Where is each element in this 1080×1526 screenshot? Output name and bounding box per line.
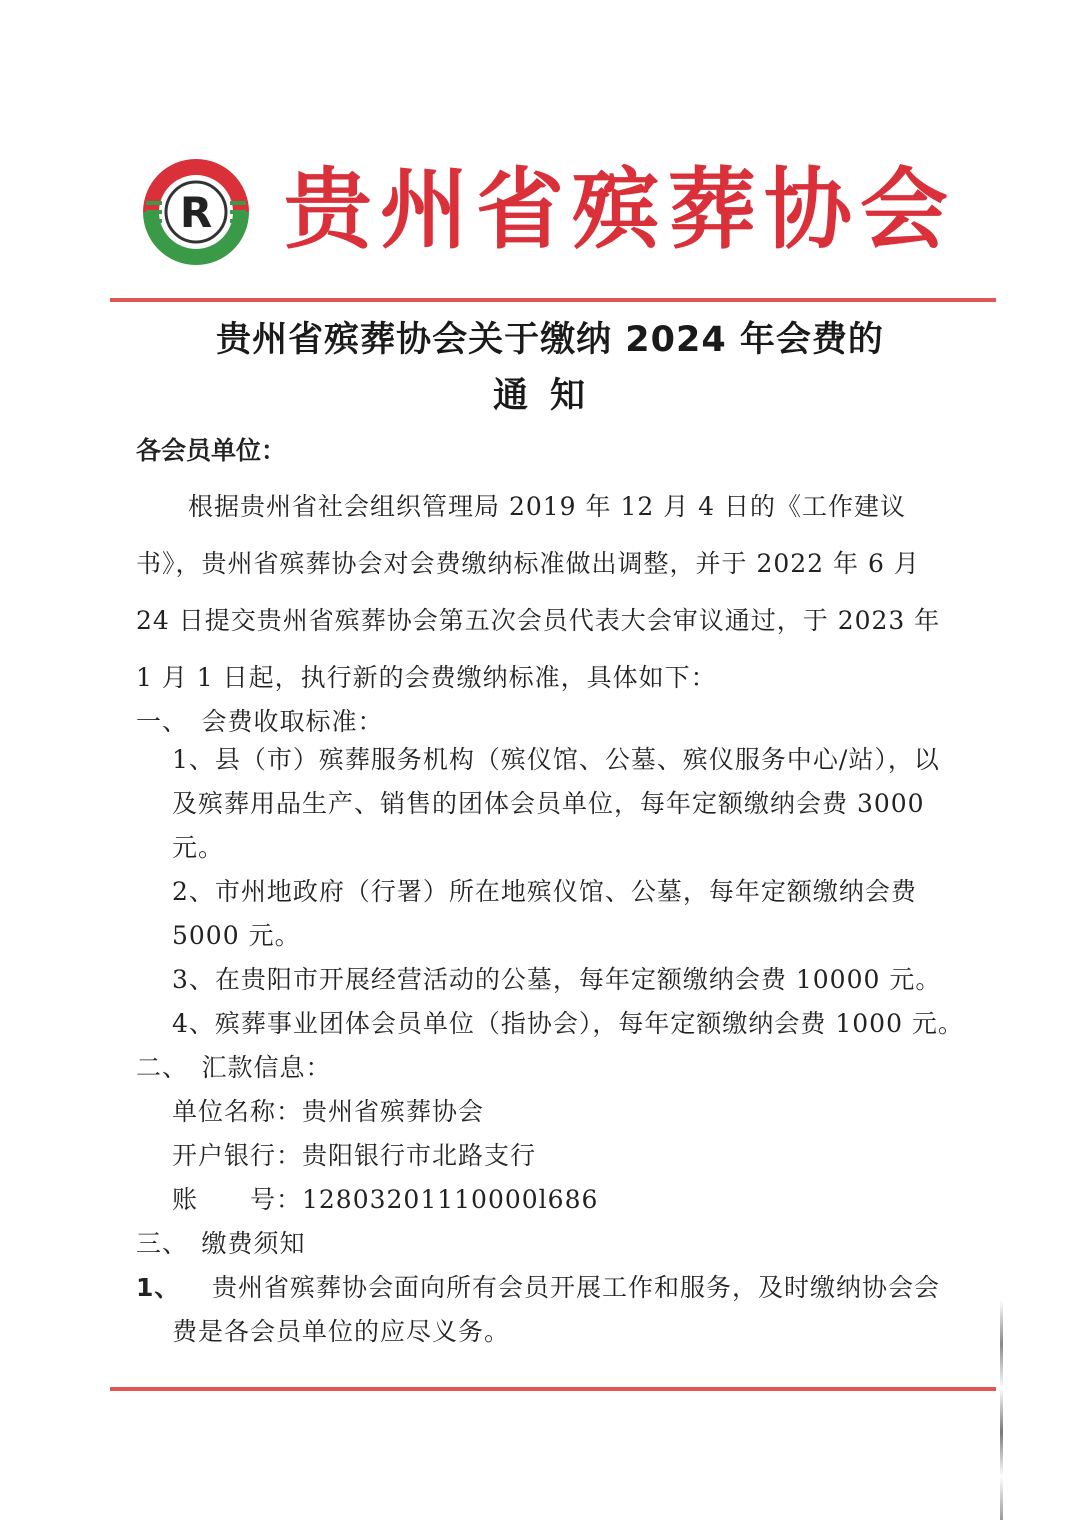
organization-name: 贵州省殡葬协会 — [284, 158, 957, 261]
notice-item-number: 1、 — [136, 1273, 181, 1302]
association-logo — [137, 153, 255, 271]
footer-divider — [110, 1387, 996, 1391]
unit-name: 单位名称：贵州省殡葬协会 — [172, 1097, 485, 1126]
fee-item-1: 1、县（市）殡葬服务机构（殡仪馆、公墓、殡仪服务中心/站），以及殡葬用品生产、销售的团体会员单位，每年定额缴纳会费 3000 元。 — [172, 745, 940, 862]
header-divider — [110, 298, 996, 302]
intro-text: 根据贵州省社会组织管理局 2019 年 12 月 4 日的《工作建议书》，贵州省殡葬协会对会费缴纳标准做出调整，并于 2022 年 6 月 24 日提交贵州省殡葬协会第五次会员代表大会审议通过，于 2023 年 1 月 1 日起，执行新的会费缴纳标准，具体如下： — [136, 492, 941, 692]
section-one-heading: 一、 会费收取标准： — [136, 707, 384, 736]
salutation: 各会员单位： — [136, 436, 287, 465]
section-three-heading: 三、 缴费须知 — [136, 1229, 306, 1258]
section-two-heading: 二、 汇款信息： — [136, 1053, 332, 1082]
notice-item-1: 贵州省殡葬协会面向所有会员开展工作和服务，及时缴纳协会会费是各会员单位的应尽义务。 — [172, 1273, 941, 1346]
fee-item-3: 3、在贵阳市开展经营活动的公墓，每年定额缴纳会费 10000 元。 — [172, 965, 942, 994]
bank-name: 开户银行：贵阳银行市北路支行 — [172, 1141, 537, 1170]
logo-glyph: R — [179, 188, 213, 237]
fee-item-4: 4、殡葬事业团体会员单位（指协会），每年定额缴纳会费 1000 元。 — [172, 1009, 964, 1038]
fee-item-2: 2、市州地政府（行署）所在地殡仪馆、公墓，每年定额缴纳会费 5000 元。 — [172, 877, 917, 950]
document-title-notice: 通知 — [492, 376, 607, 416]
account-number: 账 号：12803201110000l686 — [172, 1185, 599, 1214]
document-title: 贵州省殡葬协会关于缴纳 2024 年会费的 — [216, 320, 884, 360]
intro-paragraph — [136, 478, 951, 706]
scan-edge-mark — [1000, 1300, 1003, 1520]
